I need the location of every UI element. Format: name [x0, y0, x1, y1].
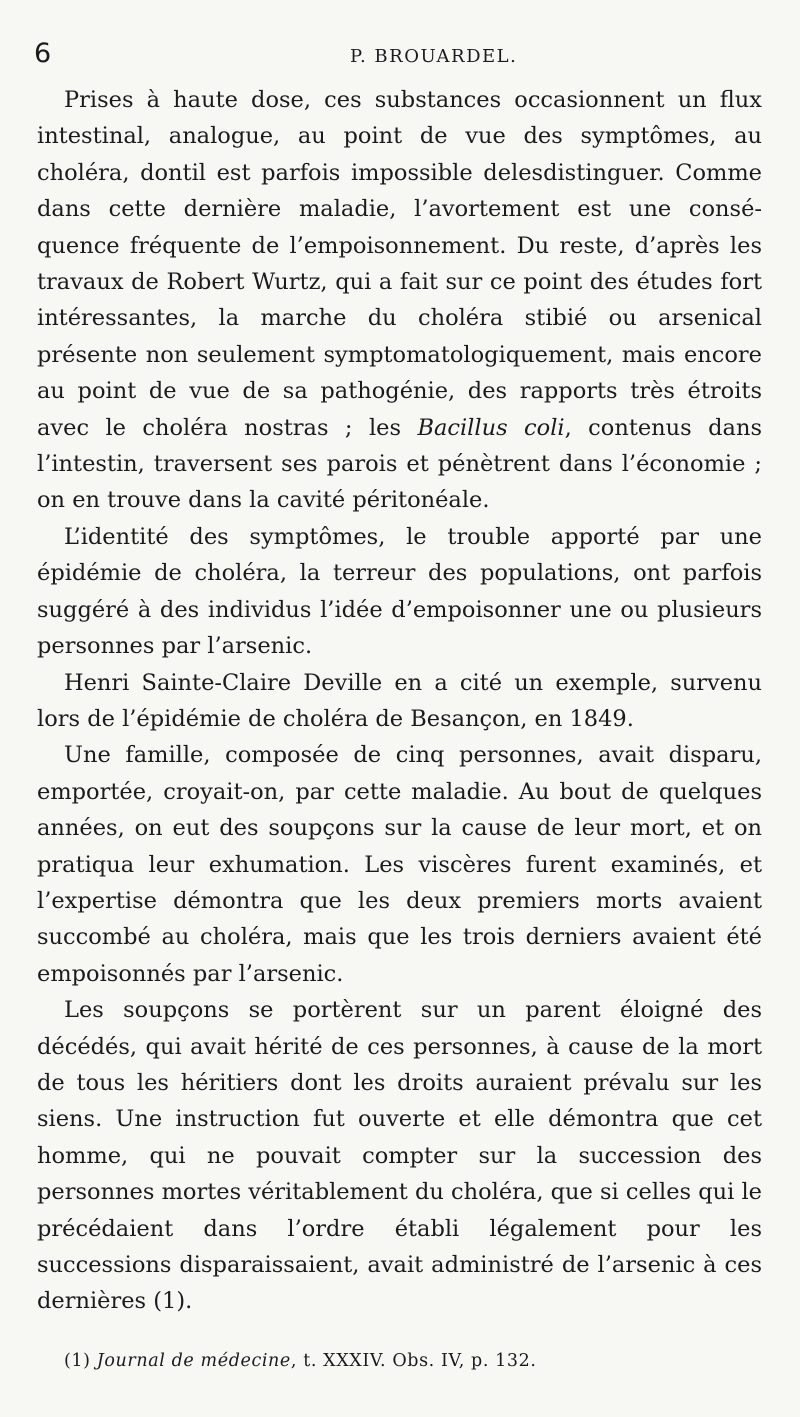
footnote-marker: (1): [64, 1351, 97, 1371]
paragraph-4: Une famille, composée de cinq personnes, avait disparu, emportée, croyait-on, par cette maladie. Au bout de quelques années, on eut des soupçons sur la cause de leur mort, et on pratiqua leur exhumation. Les viscères furent examinés, et l’expertise démontra que les deux premiers morts avaient succombé au choléra, mais que les trois derniers avaient été empoisonnés par l’arsenic.: [37, 742, 762, 987]
running-head: P. BROUARDEL.: [350, 46, 518, 67]
page-number: 6: [34, 38, 52, 69]
body-text: [37, 82, 762, 1320]
footnote: [64, 1351, 754, 1371]
paragraph-5: Les soupçons se portèrent sur un parent éloigné des décédés, qui avait hérité de ces personnes, à cause de la mort de tous les héritiers dont les droits auraient prévalu sur les siens. Une instruction fut ouverte et elle démontra que cet homme, qui ne pouvait compter sur la succession des personnes mortes véritablement du choléra, que si celles qui le précédaient dans l’ordre établi légalement pour les successions disparaissaient, avait administré de l’arsenic à ces dernières (1).: [37, 997, 762, 1315]
paragraph-1: [37, 82, 762, 519]
paragraph-1-text-end: , contenus dans l’intestin, traversent ses parois et pénètrent dans l’économie ; on en trouve dans la cavité péritonéale.: [37, 414, 762, 514]
italic-term: Bacillus coli: [417, 414, 565, 441]
footnote-journal: Journal de médecine: [96, 1351, 291, 1371]
paragraph-1-text-start: Prises à haute dose, ces substances occasionnent un flux intestinal, analogue, au point de vue des symptômes, au choléra, dontil est parfois impossible delesdistinguer. Comme dans cette dernière maladie, l’avortement est une conséquence fréquente de l’empoisonnement. Du reste, d’après les travaux de Robert Wurtz, qui a fait sur ce point des études fort intéressantes, la marche du choléra stibié ou arsenical présente non seulement symptomatologiquement, mais encore au point de vue de sa pathogénie, des rapports très étroits avec le choléra nostras ; les: [37, 87, 762, 441]
page-header: [34, 38, 764, 72]
footnote-reference: , t. XXXIV. Obs. IV, p. 132.: [290, 1351, 537, 1371]
paragraph-2: L’identité des symptômes, le trouble apporté par une épidémie de choléra, la terreur des populations, ont parfois suggéré à des individus l’idée d’empoisonner une ou plusieurs personnes par l’arsenic.: [37, 523, 762, 660]
paragraph-3: Henri Sainte-Claire Deville en a cité un exemple, survenu lors de l’épidémie de choléra de Besançon, en 1849.: [37, 669, 762, 732]
